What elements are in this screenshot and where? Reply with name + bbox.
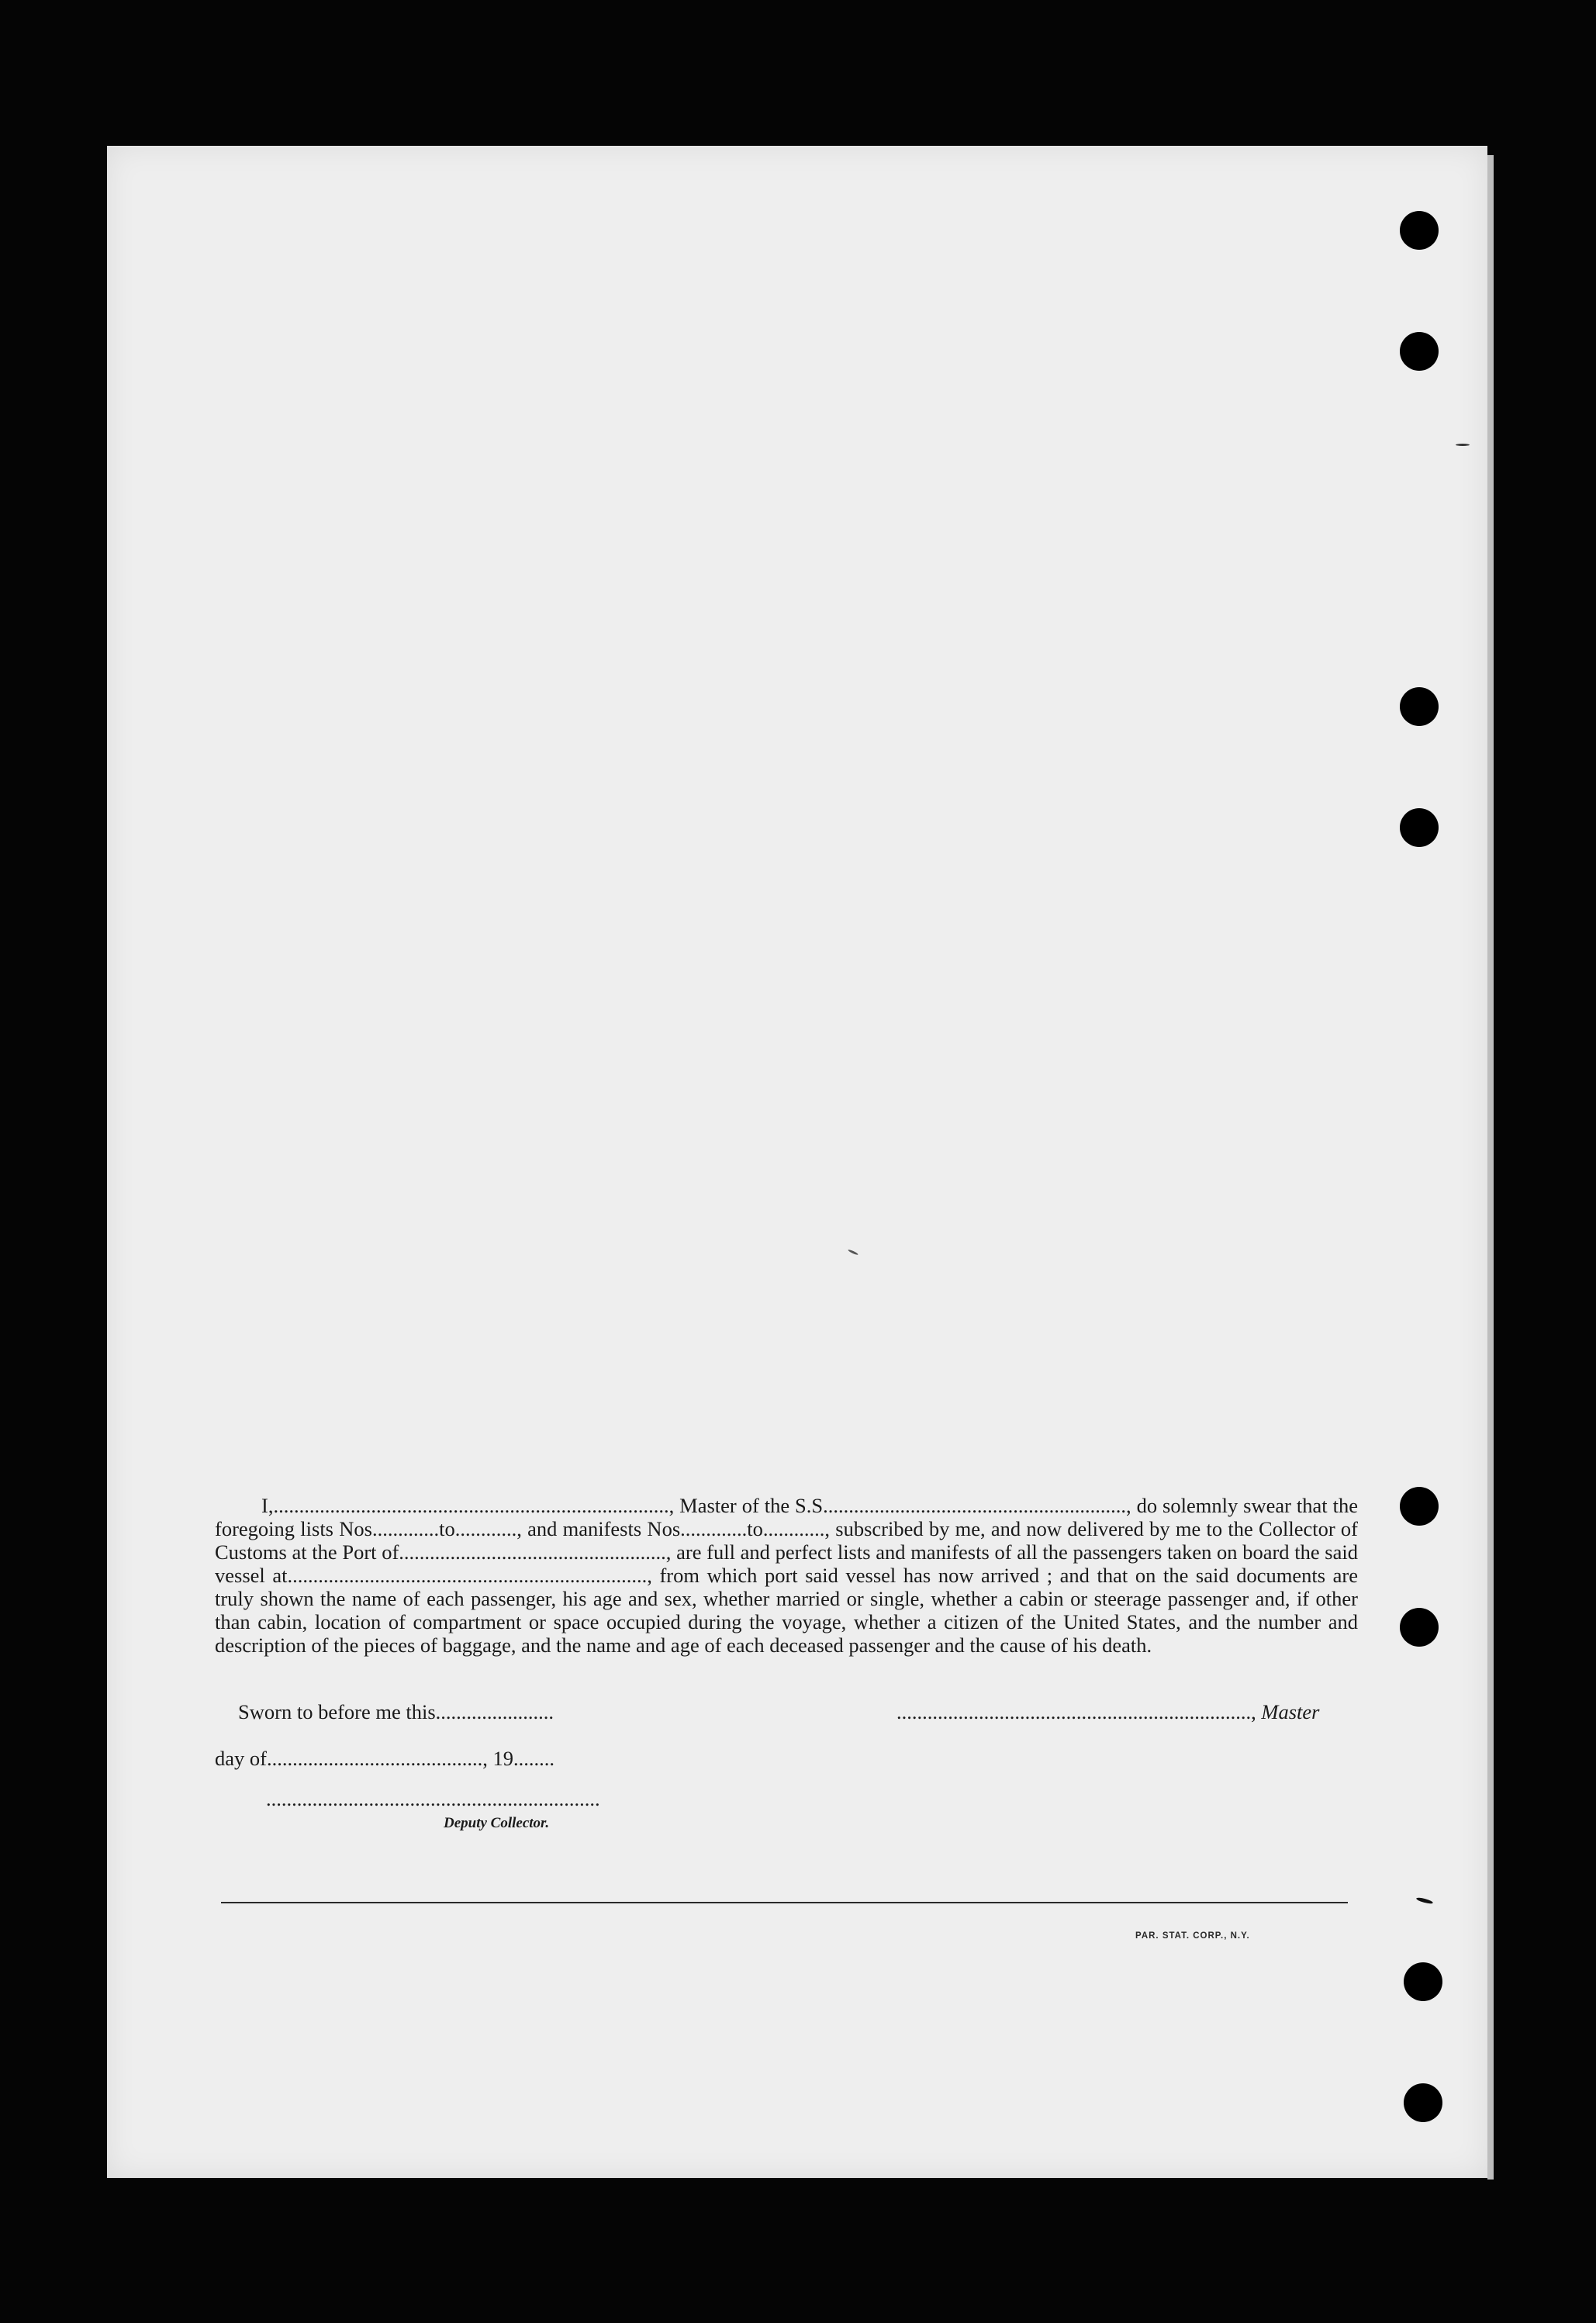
deputy-collector-label: Deputy Collector. xyxy=(444,1815,550,1831)
punch-hole xyxy=(1400,808,1439,847)
speck xyxy=(1456,444,1470,446)
punch-hole xyxy=(1400,1608,1439,1647)
punch-hole xyxy=(1400,687,1439,726)
master-signature-line xyxy=(896,1700,1319,1724)
master-label: Master xyxy=(1261,1700,1320,1723)
punch-hole xyxy=(1404,2083,1442,2122)
sheet-edge xyxy=(1487,155,1494,2180)
punch-hole xyxy=(1400,332,1439,371)
sworn-line: Sworn to before me this....................... xyxy=(238,1700,554,1723)
punch-hole xyxy=(1400,211,1439,250)
manifest-sheet xyxy=(107,146,1487,2178)
oath-text: I,............................................................................., Master of the S.S..........................................................., do solemnly swear that the foregoing lists Nos.............to............, and manifests Nos.............to............, subscribed by me, and now delivered by me to the Collector of Customs at the Port of...................................................., are full and perfect lists and manifests of all the passengers taken on board the said vessel at......................................................................, from which port said vessel has now arrived ; and that on the said documents are truly shown the name of each passenger, his age and sex, whether married or single, whether a cabin or steerage passenger and, if other than cabin, location of compartment or space occupied during the voyage, whether a citizen of the United States, and the number and description of the pieces of baggage, and the name and age of each deceased passenger and the cause of his death. xyxy=(215,1494,1358,1657)
day-line: day of.........................................., 19........ xyxy=(215,1747,554,1770)
horizontal-rule xyxy=(221,1902,1348,1903)
oath-paragraph xyxy=(215,1494,1358,1657)
punch-hole xyxy=(1404,1962,1442,2001)
punch-hole xyxy=(1400,1487,1439,1526)
master-dots: ....................................................................., xyxy=(896,1700,1256,1723)
printer-imprint: PAR. STAT. CORP., N.Y. xyxy=(1135,1931,1250,1941)
deputy-signature-dots: ................................................................. xyxy=(266,1787,600,1810)
